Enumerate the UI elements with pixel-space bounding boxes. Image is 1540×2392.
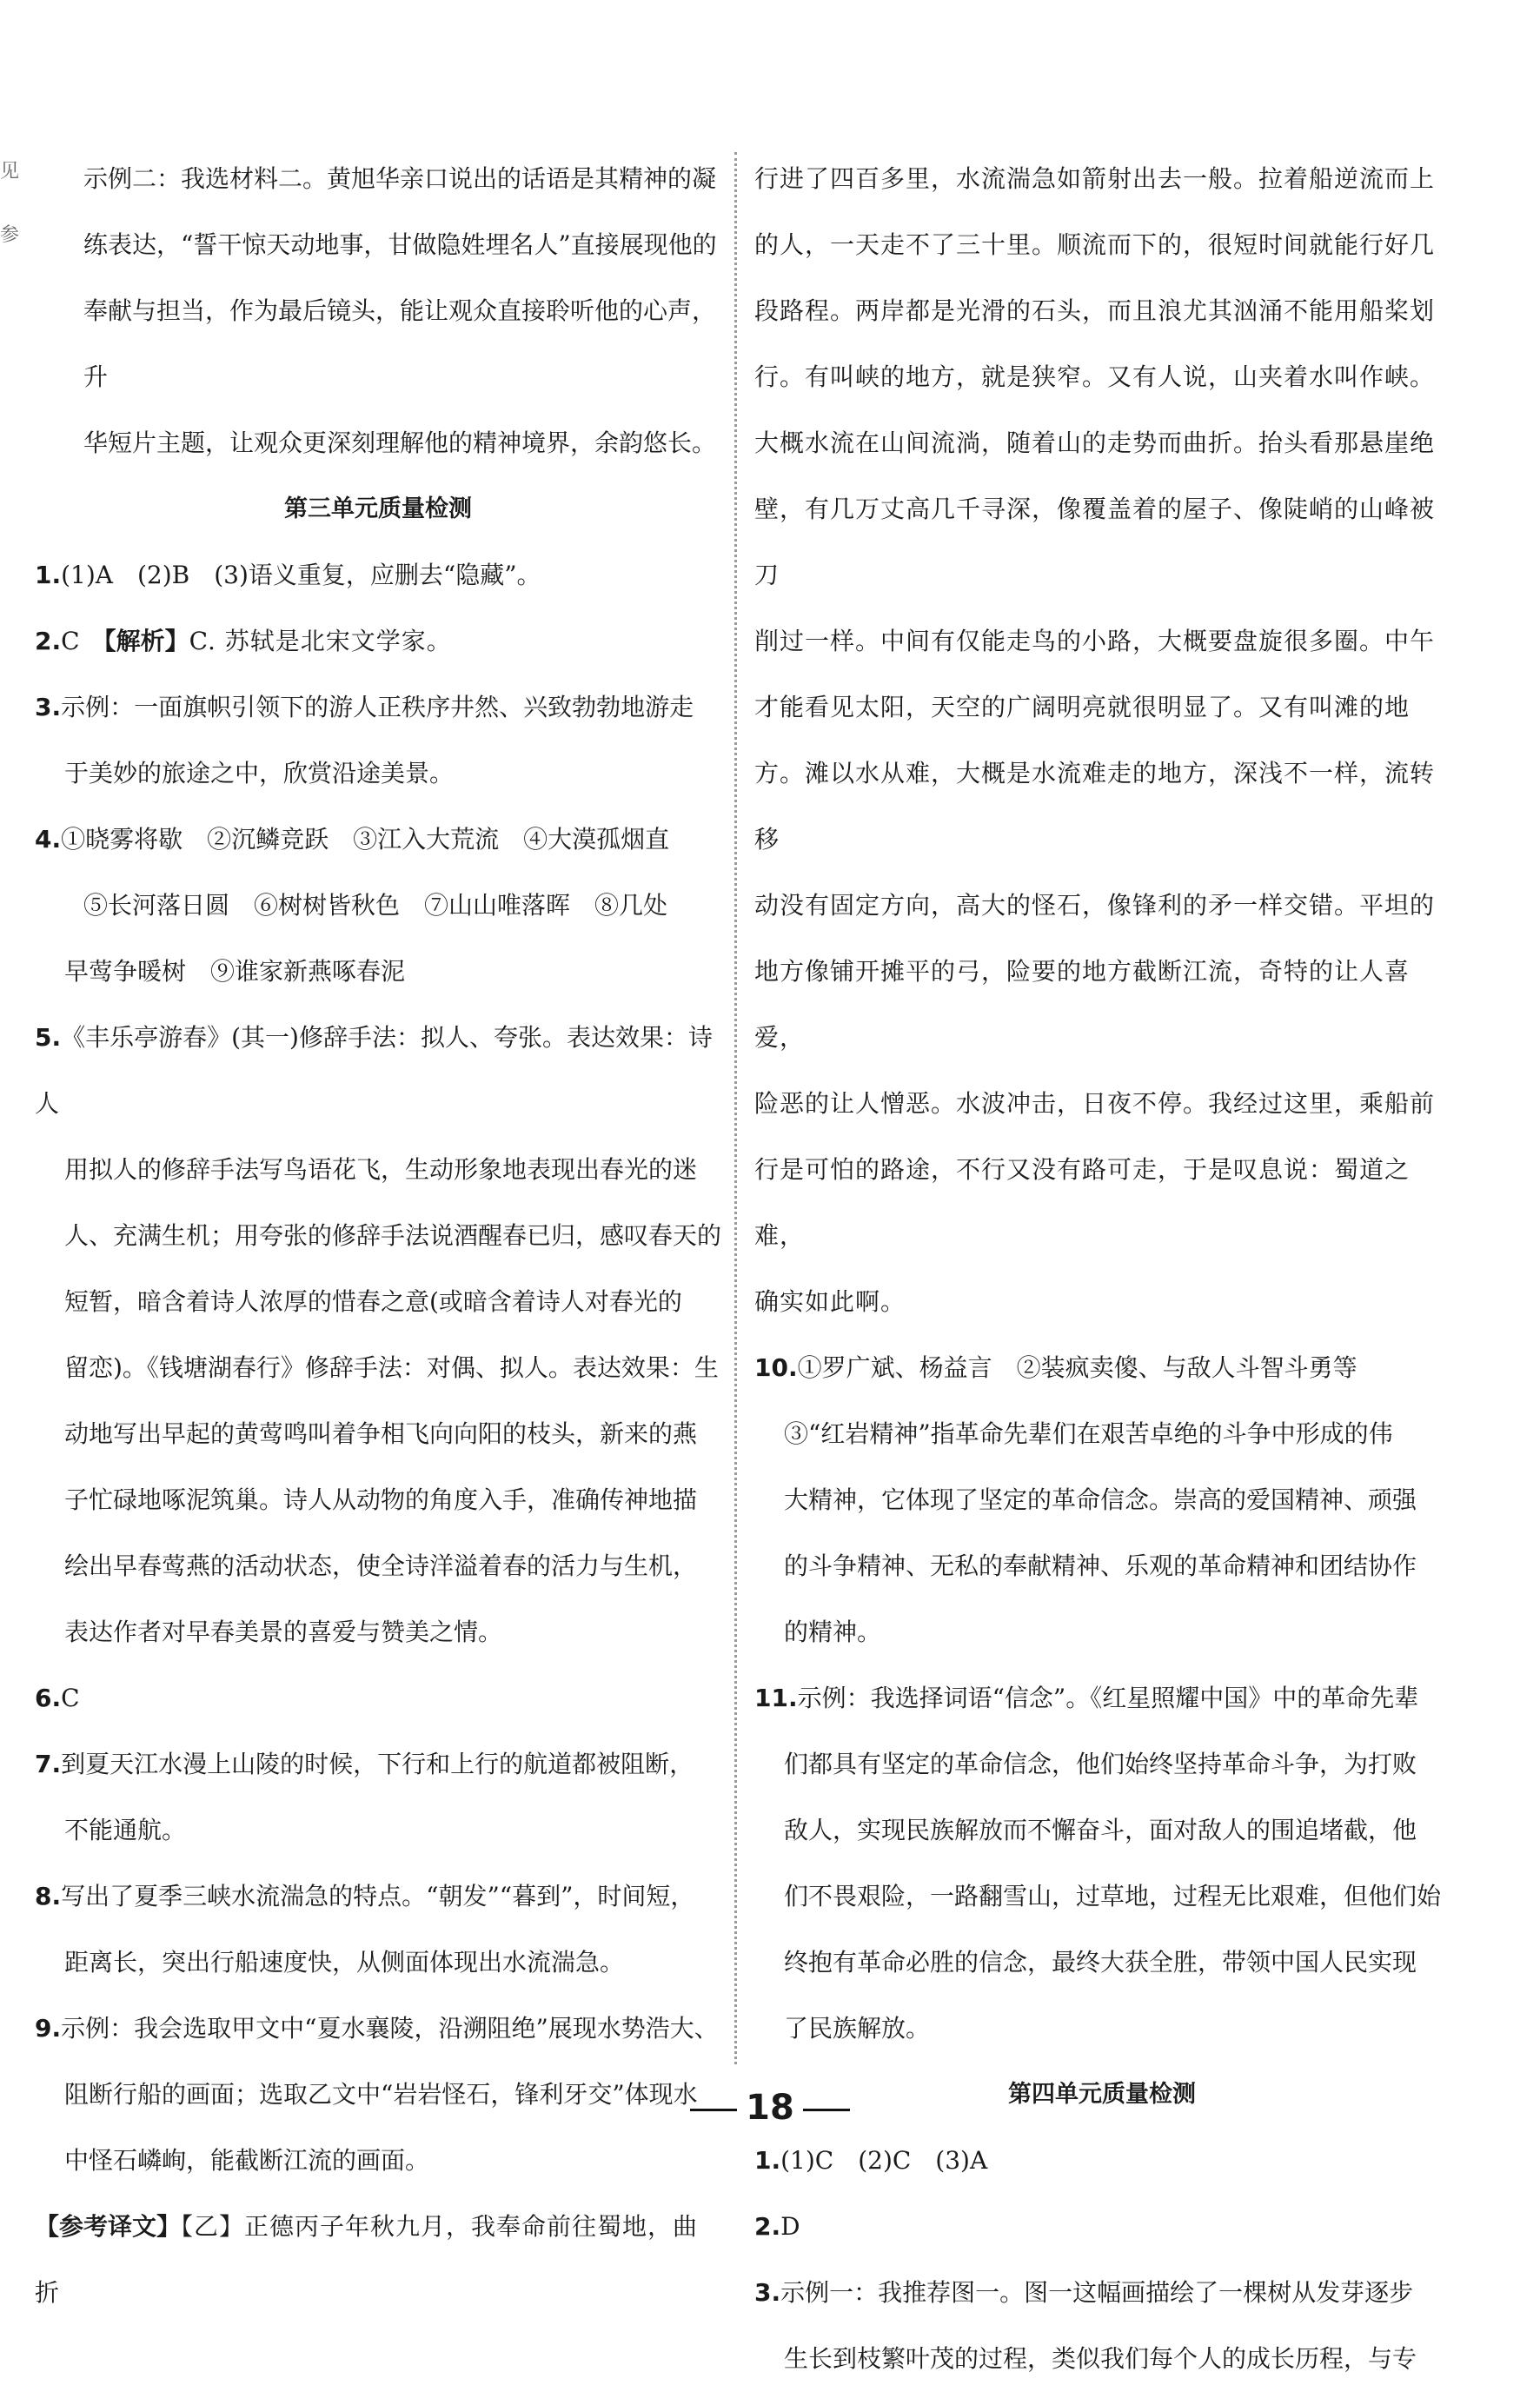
question-number: 2. [35, 627, 62, 655]
question-11 [754, 1665, 1450, 1731]
text-line: 终抱有革命必胜的信念，最终大获全胜，带领中国人民实现 [784, 1948, 1417, 1977]
unit4-question-3 [754, 2260, 1450, 2326]
text-line: 留恋)。《钱塘湖春行》修辞手法：对偶、拟人。表达效果：生 [64, 1353, 719, 1382]
left-column [35, 146, 721, 2326]
analysis-text: C. 苏轼是北宋文学家。 [189, 627, 452, 655]
text-line: 大精神，它体现了坚定的革命信念。崇高的爱国精神、顽强 [784, 1485, 1417, 1514]
question-3 [35, 674, 721, 741]
text-line: 绘出早春莺燕的活动状态，使全诗洋溢着春的活力与生机， [64, 1551, 698, 1580]
answer-text: ①晓雾将歇 ②沉鳞竞跃 ③江入大荒流 ④大漠孤烟直 [61, 825, 670, 854]
text-line: 中怪石嶙峋，能截断江流的画面。 [64, 2146, 430, 2175]
page-edge-marks [0, 156, 20, 283]
right-column [754, 146, 1450, 2392]
translation-line: 行是可怕的路途，不行又没有路可走，于是叹息说：蜀道之难， [754, 1155, 1411, 1250]
translation-line: 地方像铺开摊平的弓，险要的地方截断江流，奇特的让人喜爱， [754, 957, 1411, 1052]
text-line: 于美妙的旅途之中，欣赏沿途美景。 [64, 759, 455, 787]
translation-line: 大概水流在山间流淌，随着山的走势而曲折。抬头看那悬崖绝 [754, 429, 1436, 457]
edge-mark: 见 [0, 161, 20, 183]
text-line: 早莺争暖树 ⑨谁家新燕啄春泥 [64, 957, 406, 986]
translation-line: 行。有叫峡的地方，就是狭窄。又有人说，山夹着水叫作峡。 [754, 362, 1436, 391]
translation-line: 才能看见太阳，天空的广阔明亮就很明显了。又有叫滩的地 [754, 693, 1411, 721]
translation-line: 确实如此啊。 [754, 1287, 906, 1316]
translation-line: 方。滩以水从难，大概是水流难走的地方，深浅不一样，流转移 [754, 759, 1436, 854]
reference-text: 【乙】正德丙子年秋九月，我奉命前往蜀地，曲折 [35, 2212, 699, 2307]
answer-text: 示例：我会选取甲文中“夏水襄陵，沿溯阻绝”展现水势浩大、 [61, 2014, 719, 2043]
text-line: 华短片主题，让观众更深刻理解他的精神境界，余韵悠长。 [83, 429, 717, 457]
text-line: 人、充满生机；用夸张的修辞手法说酒醒春已归，感叹春天的 [64, 1221, 722, 1250]
text-line: 练表达，“誓干惊天动地事，甘做隐姓埋名人”直接展现他的 [83, 230, 717, 259]
answer-text: (1)A (2)B (3)语义重复，应删去“隐藏”。 [61, 561, 541, 589]
text-line: ③“红岩精神”指革命先辈们在艰苦卓绝的斗争中形成的伟 [784, 1419, 1393, 1448]
question-5 [35, 1005, 721, 1137]
question-1 [35, 542, 721, 608]
reference-tag: 【参考译文】 [35, 2212, 182, 2241]
text-line: 子忙碌地啄泥筑巢。诗人从动物的角度入手，准确传神地描 [64, 1485, 698, 1514]
question-number: 1. [35, 561, 62, 589]
question-number: 6. [35, 1684, 62, 1712]
translation-line: 壁，有几万丈高几千寻深，像覆盖着的屋子、像陡峭的山峰被刀 [754, 495, 1436, 589]
translation-line: 动没有固定方向，高大的怪石，像锋利的矛一样交错。平坦的 [754, 891, 1436, 920]
text-line: 阻断行船的画面；选取乙文中“岩岩怪石，锋利牙交”体现水 [64, 2080, 698, 2109]
answer-text: ①罗广斌、杨益言 ②装疯卖傻、与敌人斗智斗勇等 [797, 1353, 1357, 1382]
edge-mark: 参 [0, 224, 20, 246]
text-line: 了民族解放。 [784, 2014, 931, 2043]
section-title-unit4: 第四单元质量检测 [1008, 2081, 1196, 2108]
unit4-question-2 [754, 2194, 1450, 2260]
question-number: 5. [35, 1023, 62, 1052]
page-number: 18 [746, 2088, 794, 2128]
page-footer [0, 2088, 1540, 2128]
text-line: 的斗争精神、无私的奉献精神、乐观的革命精神和团结协作 [784, 1551, 1417, 1580]
text-line: 的精神。 [784, 1618, 882, 1646]
text-line: 不能通航。 [64, 1816, 187, 1844]
translation-line: 段路程。两岸都是光滑的石头，而且浪尤其汹涌不能用船桨划 [754, 296, 1436, 325]
question-8 [35, 1864, 721, 1930]
answer-text: 写出了夏季三峡水流湍急的特点。“朝发”“暮到”，时间短， [61, 1882, 695, 1910]
text-line: 们不畏艰险，一路翻雪山，过草地，过程无比艰难，但他们始 [784, 1882, 1442, 1910]
text-line: 距离长，突出行船速度快，从侧面体现出水流湍急。 [64, 1948, 625, 1977]
text-line: 用拟人的修辞手法写鸟语花飞，生动形象地表现出春光的迷 [64, 1155, 698, 1184]
question-number: 2. [754, 2212, 781, 2241]
translation-line: 行进了四百多里，水流湍急如箭射出去一般。拉着船逆流而上 [754, 164, 1436, 193]
question-number: 9. [35, 2014, 62, 2043]
answer-text: 到夏天江水漫上山陵的时候，下行和上行的航道都被阻断， [61, 1750, 694, 1778]
analysis-tag: 【解析】 [103, 627, 189, 655]
answer-text: 《丰乐亭游春》(其一)修辞手法：拟人、夸张。表达效果：诗人 [35, 1023, 713, 1118]
text-line: 动地写出早起的黄莺鸣叫着争相飞向向阳的枝头，新来的燕 [64, 1419, 698, 1448]
question-number: 7. [35, 1750, 62, 1778]
answer-text: 示例：一面旗帜引领下的游人正秩序井然、兴致勃勃地游走 [61, 693, 694, 721]
footer-dash [803, 2109, 850, 2111]
question-9 [35, 1996, 721, 2062]
question-number: 3. [35, 693, 62, 721]
column-divider [734, 152, 737, 2064]
text-line: 表达作者对早春美景的喜爱与赞美之情。 [64, 1618, 503, 1646]
question-7 [35, 1731, 721, 1797]
translation-line: 削过一样。中间有仅能走鸟的小路，大概要盘旋很多圈。中午 [754, 627, 1436, 655]
text-line: 敌人，实现民族解放而不懈奋斗，面对敌人的围追堵截，他 [784, 1816, 1417, 1844]
question-4 [35, 807, 721, 873]
question-number: 1. [754, 2146, 781, 2175]
question-number: 8. [35, 1882, 62, 1910]
unit4-question-1 [754, 2128, 1450, 2194]
question-number: 11. [754, 1684, 798, 1712]
text-line: 们都具有坚定的革命信念，他们始终坚持革命斗争，为打败 [784, 1750, 1417, 1778]
answer-text: C [61, 1684, 80, 1712]
text-line: ⑤长河落日圆 ⑥树树皆秋色 ⑦山山唯落晖 ⑧几处 [83, 891, 668, 920]
answer-text: C [61, 627, 104, 655]
translation-line: 的人，一天走不了三十里。顺流而下的，很短时间就能行好几 [754, 230, 1436, 259]
text-line: 生长到枝繁叶茂的过程，类似我们每个人的成长历程，与专 [784, 2344, 1417, 2373]
answer-text: D [780, 2212, 800, 2241]
answer-text: (1)C (2)C (3)A [780, 2146, 988, 2175]
question-number: 4. [35, 825, 62, 854]
reference-translation [35, 2194, 721, 2326]
text-line: 奉献与担当，作为最后镜头，能让观众直接聆听他的心声，升 [83, 296, 717, 391]
question-number: 3. [754, 2278, 781, 2307]
answer-text: 示例：我选择词语“信念”。《红星照耀中国》中的革命先辈 [797, 1684, 1419, 1712]
question-2 [35, 608, 721, 674]
question-number: 10. [754, 1353, 798, 1382]
text-line: 示例二：我选材料二。黄旭华亲口说出的话语是其精神的凝 [83, 164, 717, 193]
footer-dash [690, 2109, 737, 2111]
section-title-unit3: 第三单元质量检测 [284, 495, 472, 522]
answer-text: 示例一：我推荐图一。图一这幅画描绘了一棵树从发芽逐步 [780, 2278, 1414, 2307]
translation-line: 险恶的让人憎恶。水波冲击，日夜不停。我经过这里，乘船前 [754, 1089, 1436, 1118]
text-line: 短暂，暗含着诗人浓厚的惜春之意(或暗含着诗人对春光的 [64, 1287, 682, 1316]
question-6 [35, 1665, 721, 1731]
question-10 [754, 1335, 1450, 1401]
